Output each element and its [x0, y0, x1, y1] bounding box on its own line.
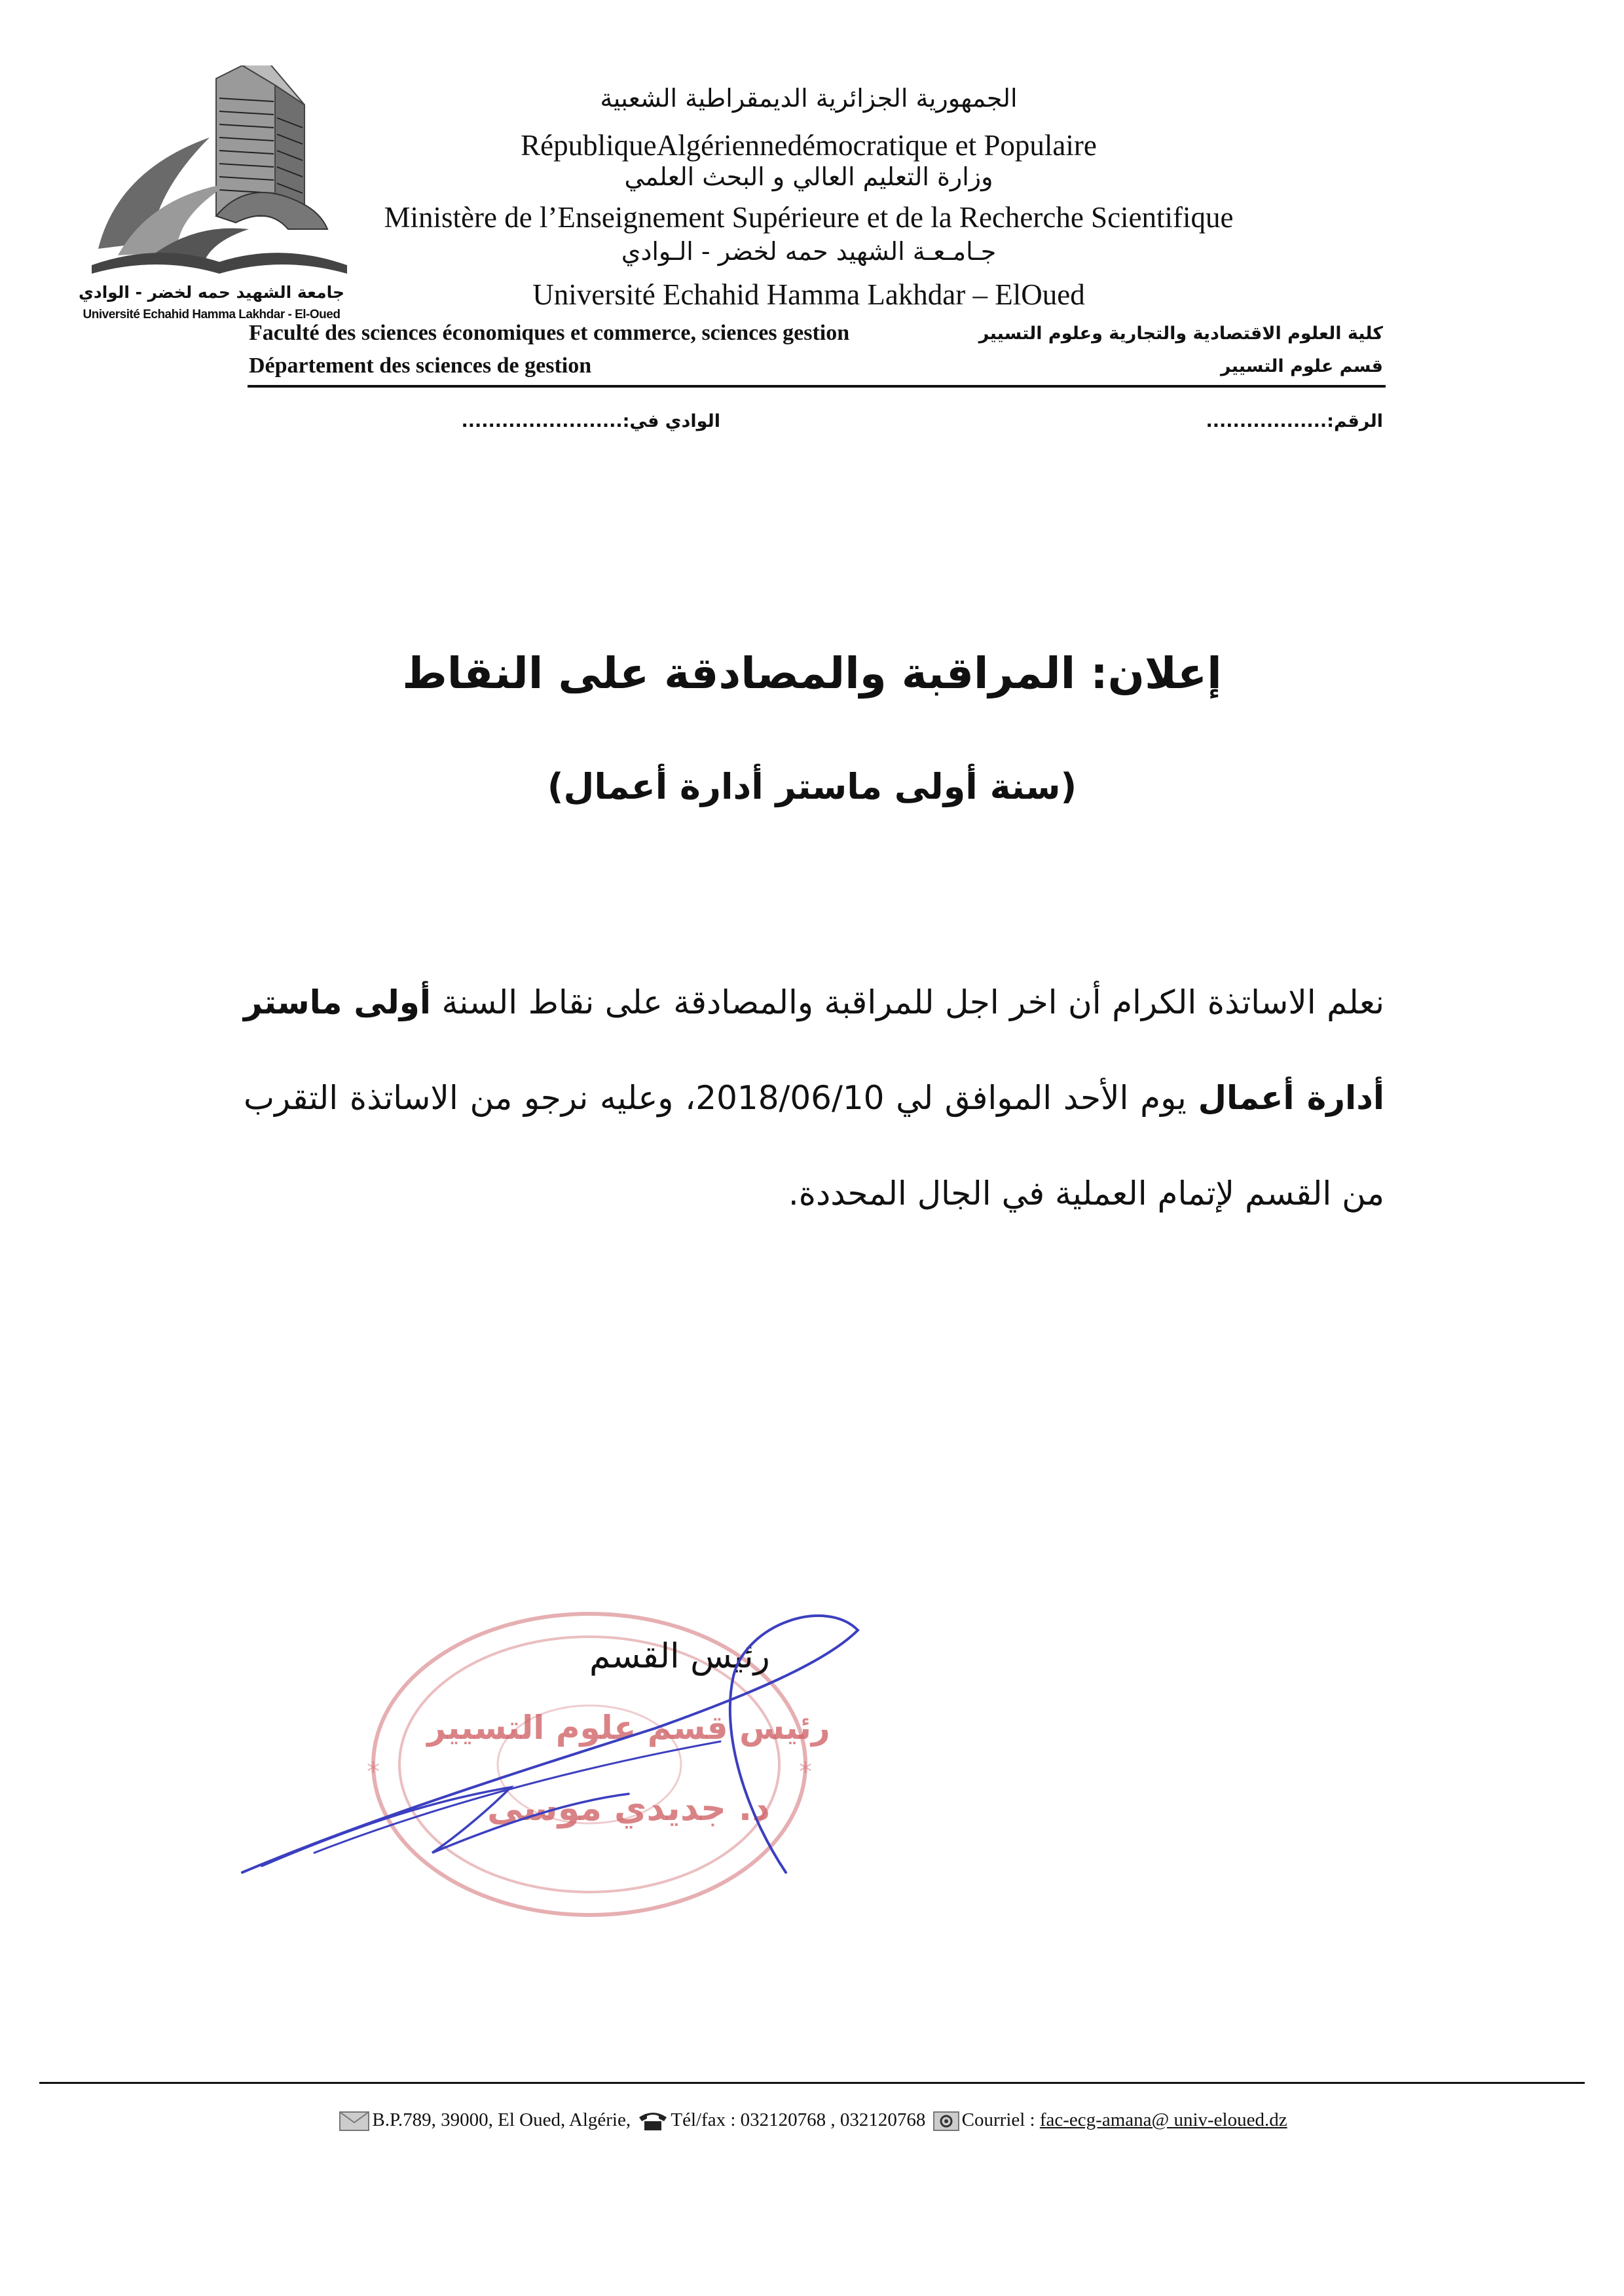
signatory-title: رئيس القسم: [589, 1637, 770, 1676]
announcement-subtitle: (سنة أولى ماستر أدارة أعمال): [547, 766, 1077, 807]
body-program-name: أولى ماستر أدارة أعمال: [244, 983, 1384, 1117]
body-deadline-date: 2018/06/10: [695, 1079, 885, 1117]
handwritten-signature: [236, 1604, 891, 1905]
ministry-name-arabic: وزارة التعليم العالي و البحث العلمي: [624, 162, 993, 191]
department-name-french: Département des sciences de gestion: [249, 354, 592, 378]
svg-text:*: *: [799, 1757, 812, 1787]
logo-caption-french: Université Echahid Hamma Lakhdar - El-Oued: [83, 308, 341, 321]
place-and-date: الوادي في:........................: [461, 411, 720, 431]
stamp-title: رئيس قسم علوم التسيير: [427, 1709, 830, 1747]
footer-email-link[interactable]: fac-ecg-amana@ univ-eloued.dz: [1039, 2109, 1287, 2130]
body-text-part3: ، وعليه نرجو من الاساتذة التقرب من القسم لإتمام العملية في الجال المحددة.: [244, 1079, 1384, 1212]
header-divider: [248, 385, 1386, 388]
footer-contact: [0, 2109, 1624, 2132]
university-name-french: Université Echahid Hamma Lakhdar – ElOued: [532, 278, 1085, 311]
at-sign-icon: [933, 2111, 959, 2131]
ministry-name-french: Ministère de l’Enseignement Supérieure et de la Recherche Scientifique: [384, 201, 1234, 234]
footer-address: B.P.789, 39000, El Oued, Algérie,: [372, 2109, 631, 2130]
envelope-icon: [339, 2111, 369, 2131]
reference-number: الرقم:..................: [1206, 411, 1383, 431]
telephone-icon: [638, 2111, 668, 2132]
footer-divider: [39, 2082, 1585, 2084]
department-name-arabic: قسم علوم التسيير: [1220, 356, 1383, 376]
footer-email-label: Courriel :: [961, 2109, 1040, 2130]
footer-telfax: Tél/fax : 032120768 , 032120768: [671, 2109, 926, 2130]
svg-text:*: *: [367, 1757, 380, 1787]
body-text-part2: يوم الأحد الموافق لي: [884, 1079, 1198, 1117]
stamp-name: د. جديدي موسى: [487, 1787, 770, 1829]
republic-name-french: RépubliqueAlgériennedémocratique et Populaire: [521, 129, 1097, 162]
announcement-body: [244, 955, 1384, 1241]
republic-name-arabic: الجمهورية الجزائرية الديمقراطية الشعبية: [600, 84, 1018, 113]
faculty-name-arabic: كلية العلوم الاقتصادية والتجارية وعلوم التسيير: [978, 323, 1383, 344]
faculty-name-french: Faculté des sciences économiques et commerce, sciences gestion: [249, 321, 850, 345]
body-text-part1: نعلم الاساتذة الكرام أن اخر اجل للمراقبة والمصادقة على نقاط السنة: [431, 983, 1384, 1021]
university-name-arabic: جـامـعـة الشهيد حمه لخضر - الـوادي: [621, 237, 997, 266]
announcement-title: إعلان: المراقبة والمصادقة على النقاط: [402, 648, 1222, 699]
logo-caption-arabic: جامعة الشهيد حمه لخضر - الوادي: [78, 283, 345, 302]
